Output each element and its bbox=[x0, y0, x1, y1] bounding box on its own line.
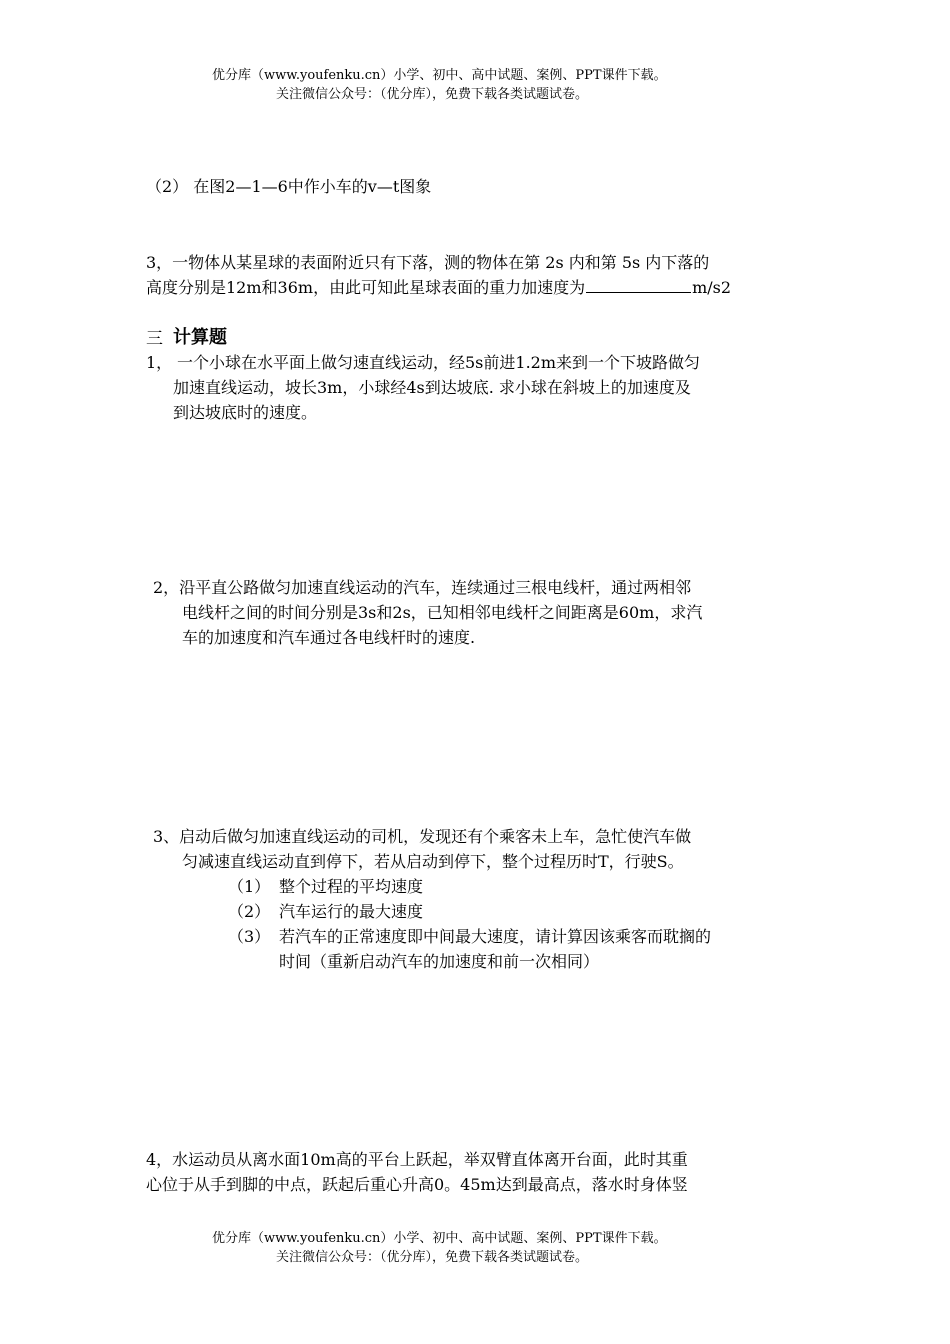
calc1-line-3: 到达坡底时的速度。 bbox=[173, 403, 318, 422]
calc4-line-1: 4，水运动员从离水面10m高的平台上跃起，举双臂直体离开台面，此时其重 bbox=[146, 1150, 688, 1169]
calc3-item-3-continuation: 时间（重新启动汽车的加速度和前一次相同） bbox=[279, 952, 600, 971]
section-title: 计算题 bbox=[173, 327, 227, 348]
calc4-line-2: 心位于从手到脚的中点，跃起后重心升高0。45m达到最高点，落水时身体竖 bbox=[146, 1175, 688, 1194]
calc3-item-2-number: （2） bbox=[228, 902, 271, 921]
calc3-item-2-text: 汽车运行的最大速度 bbox=[279, 902, 424, 921]
footer-line-2: 关注微信公众号：（优分库），免费下载各类试题试卷。 bbox=[276, 1250, 589, 1265]
calc1-line-1: 一个小球在水平面上做匀速直线运动，经5s前进1.2m来到一个下坡路做匀 bbox=[177, 353, 701, 372]
header-line-2: 关注微信公众号：（优分库），免费下载各类试题试卷。 bbox=[276, 87, 589, 102]
calc3-line-1: 3、启动后做匀加速直线运动的司机，发现还有个乘客未上车，急忙使汽车做 bbox=[153, 827, 692, 846]
calc3-line-2: 匀减速直线运动直到停下，若从启动到停下，整个过程历时T，行驶S。 bbox=[182, 852, 684, 871]
footer-line-1: 优分库（www.youfenku.cn）小学、初中、高中试题、案例、PPT课件下载。 bbox=[212, 1231, 667, 1246]
answer-blank bbox=[586, 276, 691, 293]
section-number: 三 bbox=[146, 329, 163, 349]
calc3-item-1-text: 整个过程的平均速度 bbox=[279, 877, 424, 896]
q3-unit: m/s2 bbox=[692, 278, 732, 297]
calc3-item-1-number: （1） bbox=[228, 877, 271, 896]
q3-line-2 bbox=[146, 275, 731, 300]
calc1-number: 1， bbox=[146, 353, 173, 372]
calc2-line-2: 电线杆之间的时间分别是3s和2s，已知相邻电线杆之间距离是60m，求汽 bbox=[182, 603, 703, 622]
calc3-item-3-number: （3） bbox=[228, 927, 271, 946]
question-part-2: （2） 在图2—1—6中作小车的v—t图象 bbox=[146, 177, 432, 196]
calc2-line-1: 2，沿平直公路做匀加速直线运动的汽车，连续通过三根电线杆，通过两相邻 bbox=[153, 578, 692, 597]
q3-line-1: 3，一物体从某星球的表面附近只有下落，测的物体在第 2s 内和第 5s 内下落的 bbox=[146, 253, 710, 272]
calc3-item-3-text: 若汽车的正常速度即中间最大速度，请计算因该乘客而耽搁的 bbox=[279, 927, 712, 946]
calc2-line-3: 车的加速度和汽车通过各电线杆时的速度. bbox=[182, 628, 476, 647]
calc1-line-2: 加速直线运动，坡长3m，小球经4s到达坡底. 求小球在斜坡上的加速度及 bbox=[173, 378, 691, 397]
q3-line-2-text: 高度分别是12m和36m，由此可知此星球表面的重力加速度为 bbox=[146, 278, 586, 297]
header-line-1: 优分库（www.youfenku.cn）小学、初中、高中试题、案例、PPT课件下载。 bbox=[212, 68, 667, 83]
